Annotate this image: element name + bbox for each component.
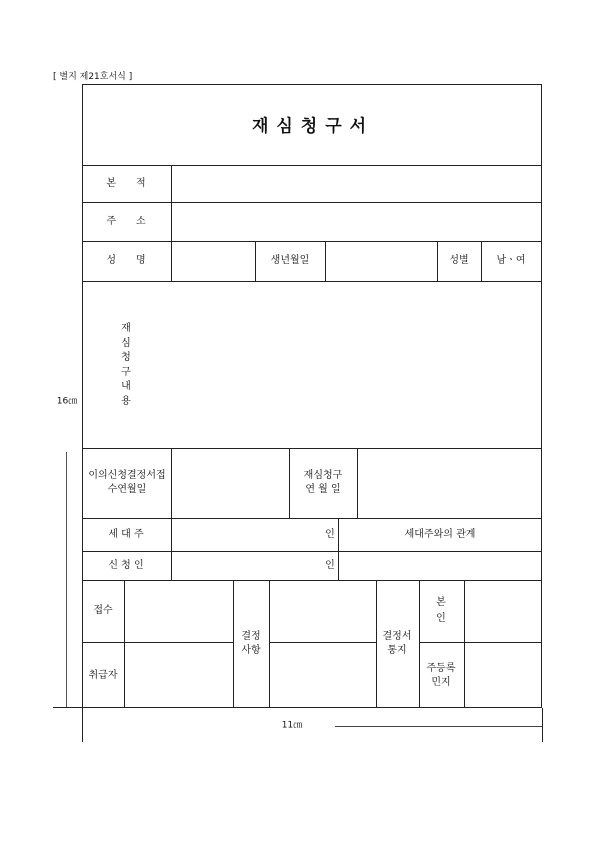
divider: [255, 241, 256, 281]
label-objection-receipt-date: 이의신청결정서접 수연월일: [88, 470, 166, 495]
divider: [82, 448, 542, 449]
label-receipt: 접수: [93, 605, 113, 616]
divider: [171, 165, 172, 281]
label-address: 주 소: [106, 216, 146, 227]
width-dimension-label: 11㎝: [281, 720, 303, 731]
divider: [233, 580, 234, 708]
divider: [82, 241, 542, 242]
label-decision-notice: 결정서 통지: [382, 631, 412, 656]
seal-mark: 인: [325, 529, 335, 540]
divider: [82, 580, 542, 581]
label-household-head: 세 대 주: [108, 529, 144, 540]
divider: [124, 580, 125, 708]
label-handler: 취급자: [88, 670, 118, 681]
divider: [269, 580, 270, 708]
form-title: 재심청구서: [251, 116, 375, 137]
dimension-line: [335, 726, 542, 727]
label-gender: 성별: [449, 255, 469, 266]
form-frame: [82, 84, 542, 708]
label-applicant: 신 청 인: [108, 560, 144, 571]
divider: [171, 448, 172, 580]
label-bonjeok: 본 적: [106, 178, 146, 189]
label-birthdate: 생년월일: [270, 255, 310, 266]
label-principal: 본 인: [436, 597, 446, 624]
divider: [82, 202, 542, 203]
dimension-tick: [53, 707, 82, 708]
divider: [437, 241, 438, 281]
divider: [82, 165, 542, 166]
divider: [82, 642, 233, 643]
label-retrial-date: 재심청구 연 월 일: [303, 470, 343, 495]
label-retrial-content: 재 심 청 구 내 용: [121, 323, 131, 407]
gender-options: 남ㆍ여: [496, 255, 526, 266]
label-relation: 세대주와의 관계: [404, 529, 476, 540]
divider: [82, 551, 542, 552]
divider: [464, 580, 465, 708]
divider: [338, 518, 339, 580]
label-registry: 주등록 민지: [426, 663, 456, 688]
divider: [419, 642, 542, 643]
seal-mark: 인: [325, 560, 335, 571]
dimension-tick: [542, 708, 543, 742]
label-name: 성 명: [106, 255, 146, 266]
label-decision: 결정 사항: [241, 631, 261, 656]
divider: [376, 580, 377, 708]
divider: [357, 448, 358, 518]
divider: [82, 518, 542, 519]
divider: [82, 281, 542, 282]
form-label: [ 별지 제21호서식 ]: [53, 72, 133, 82]
divider: [289, 448, 290, 518]
dimension-line: [66, 452, 67, 707]
divider: [481, 241, 482, 281]
divider: [269, 642, 376, 643]
dimension-tick: [82, 708, 83, 742]
divider: [419, 580, 420, 708]
height-dimension-label: 16㎝: [56, 396, 78, 407]
divider: [325, 241, 326, 281]
